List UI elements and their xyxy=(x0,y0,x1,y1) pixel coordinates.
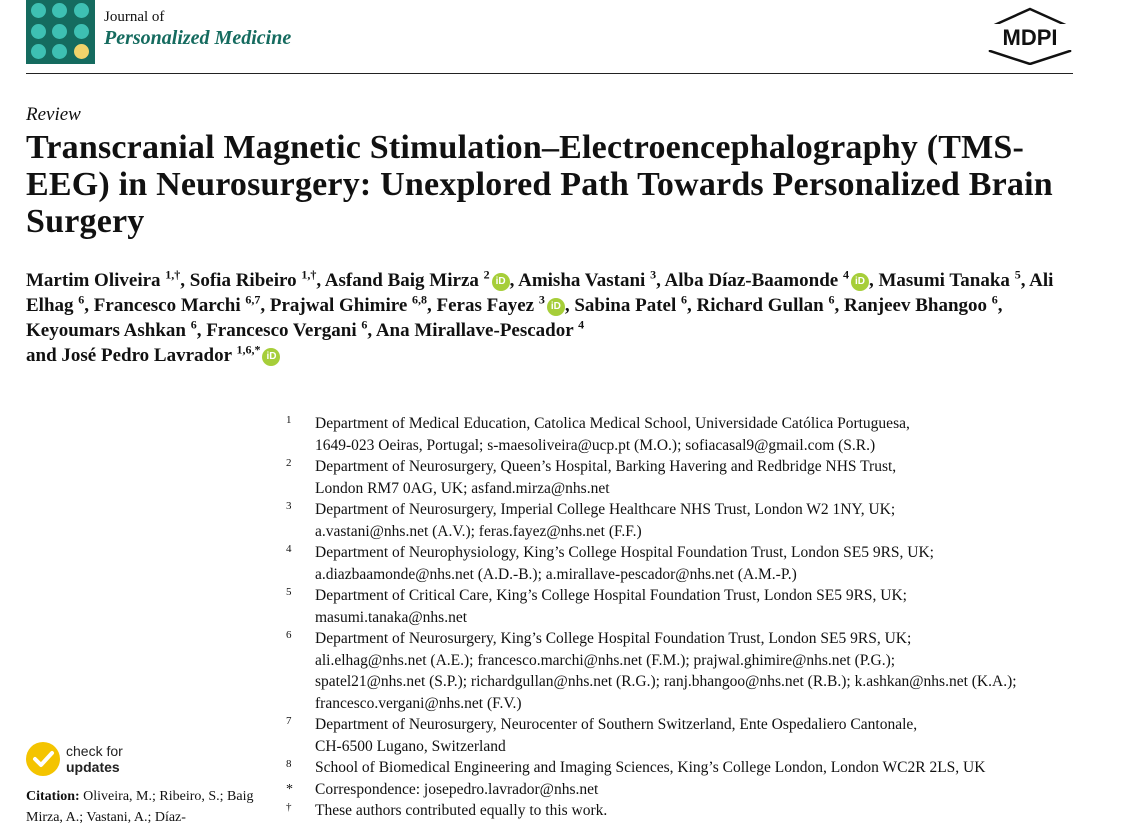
affiliation-number: 4 xyxy=(286,543,292,555)
affiliation-line: CH-6500 Lugano, Switzerland xyxy=(315,737,506,755)
check-for-updates-badge[interactable] xyxy=(26,742,146,778)
mdpi-logo[interactable] xyxy=(986,7,1074,65)
affiliation-line: a.diazbaamonde@nhs.net (A.D.-B.); a.mirallave-pescador@nhs.net (A.M.-P.) xyxy=(315,565,797,583)
logo-dot xyxy=(31,24,46,39)
affiliation-entry xyxy=(286,757,1086,779)
citation-label: Citation: xyxy=(26,789,80,804)
affiliation-number: 3 xyxy=(286,500,292,512)
author-affiliation-marker: 6 xyxy=(680,292,687,307)
journal-name-line2: Personalized Medicine xyxy=(104,27,292,49)
author-affiliation-marker: 6 xyxy=(78,292,85,307)
affiliation-number: 8 xyxy=(286,758,292,770)
author-name[interactable]: José Pedro Lavrador xyxy=(61,345,237,366)
affiliation-entry xyxy=(286,800,1086,822)
logo-dot xyxy=(74,44,89,59)
logo-dot xyxy=(52,24,67,39)
author-name[interactable]: Francesco Marchi xyxy=(93,295,246,316)
author-affiliation-marker: 6,7 xyxy=(245,292,261,307)
author-name[interactable]: Alba Díaz-Baamonde xyxy=(664,270,843,291)
affiliation-number: 2 xyxy=(286,457,292,469)
journal-name-line1: Journal of xyxy=(104,9,165,25)
author-affiliation-marker: 6 xyxy=(190,317,197,332)
article-title: Transcranial Magnetic Stimulation–Electroencephalography (TMS-EEG) in Neurosurgery: Unexplored Path Towards Personalized Brain Surgery xyxy=(26,129,1053,240)
author-affiliation-marker: 1,† xyxy=(301,267,317,282)
author-name[interactable]: Sabina Patel xyxy=(574,295,681,316)
affiliation-number: † xyxy=(286,801,292,813)
author-affiliation-marker: 4 xyxy=(842,267,849,282)
author-name[interactable]: Prajwal Ghimire xyxy=(269,295,413,316)
author-name[interactable]: Asfand Baig Mirza xyxy=(324,270,484,291)
author-affiliation-marker: 3 xyxy=(650,267,657,282)
journal-logo[interactable] xyxy=(26,0,95,64)
logo-dot xyxy=(74,3,89,18)
affiliation-line: Department of Neurosurgery, Imperial College Healthcare NHS Trust, London W2 1NY, UK; xyxy=(315,501,896,518)
affiliation-line: School of Biomedical Engineering and Imaging Sciences, King’s College London, London WC2R 2LS, UK xyxy=(315,759,986,776)
author-affiliation-marker: 6 xyxy=(361,317,368,332)
affiliation-line: Department of Critical Care, King’s College Hospital Foundation Trust, London SE5 9RS, UK; xyxy=(315,587,907,604)
journal-header xyxy=(26,0,1073,74)
affiliation-entry xyxy=(286,628,1086,714)
affiliation-line: Department of Medical Education, Catolica Medical School, Universidade Católica Portuguesa, xyxy=(315,415,910,432)
affiliation-entry xyxy=(286,456,1086,499)
affiliation-entry xyxy=(286,585,1086,628)
author-name[interactable]: Amisha Vastani xyxy=(518,270,651,291)
author-name[interactable]: Keyoumars Ashkan xyxy=(26,320,191,341)
affiliation-line: Department of Neurosurgery, Neurocenter of Southern Switzerland, Ente Ospedaliero Cantonale, xyxy=(315,716,918,733)
author-affiliation-marker: 1,6,* xyxy=(236,342,261,357)
affiliation-line: ali.elhag@nhs.net (A.E.); francesco.marchi@nhs.net (F.M.); prajwal.ghimire@nhs.net (P.G.); xyxy=(315,651,896,669)
author-name[interactable]: Ranjeev Bhangoo xyxy=(843,295,992,316)
affiliation-entry xyxy=(286,714,1086,757)
logo-dot xyxy=(31,44,46,59)
citation-text: Oliveira, M.; Ribeiro, S.; Baig Mirza, A.; Vastani, A.; Díaz- xyxy=(26,789,254,825)
affiliation-number: 6 xyxy=(286,629,292,641)
author-affiliation-marker: 5 xyxy=(1014,267,1021,282)
author-name[interactable]: Feras Fayez xyxy=(436,295,539,316)
affiliation-entry xyxy=(286,542,1086,585)
author-affiliation-marker: 1,† xyxy=(165,267,181,282)
affiliation-line: Department of Neurosurgery, Queen’s Hospital, Barking Havering and Redbridge NHS Trust, xyxy=(315,458,897,475)
affiliation-entry xyxy=(286,413,1086,456)
affiliation-line: a.vastani@nhs.net (A.V.); feras.fayez@nhs.net (F.F.) xyxy=(315,522,642,540)
logo-dot xyxy=(31,3,46,18)
author-affiliation-marker: 4 xyxy=(578,317,585,332)
author-affiliation-marker: 6,8 xyxy=(412,292,428,307)
check-for-label: check for xyxy=(66,743,123,759)
affiliation-entry xyxy=(286,499,1086,542)
logo-dot xyxy=(52,3,67,18)
author-affiliation-marker: 6 xyxy=(991,292,998,307)
affiliation-number: 7 xyxy=(286,715,292,727)
author-name[interactable]: Sofia Ribeiro xyxy=(189,270,302,291)
check-icon xyxy=(26,742,60,776)
affiliation-entry xyxy=(286,779,1086,801)
affiliation-line: Correspondence: josepedro.lavrador@nhs.net xyxy=(315,780,599,798)
affiliation-line: masumi.tanaka@nhs.net xyxy=(315,608,468,626)
author-affiliation-marker: 6 xyxy=(828,292,835,307)
affiliations xyxy=(286,413,1086,822)
mdpi-logo-text: MDPI xyxy=(1002,25,1058,50)
affiliation-number: 1 xyxy=(286,414,292,426)
author-name[interactable]: Martim Oliveira xyxy=(26,270,166,291)
orcid-icon[interactable]: iD xyxy=(547,298,565,316)
citation-block xyxy=(26,786,271,828)
author-name[interactable]: Masumi Tanaka xyxy=(878,270,1015,291)
author-name[interactable]: Richard Gullan xyxy=(696,295,829,316)
and-word: and xyxy=(26,345,62,366)
orcid-icon[interactable]: iD xyxy=(851,273,869,291)
orcid-icon[interactable]: iD xyxy=(492,273,510,291)
affiliation-line: These authors contributed equally to this work. xyxy=(315,802,608,819)
affiliation-line: 1649-023 Oeiras, Portugal; s-maesoliveira@ucp.pt (M.O.); sofiacasal9@gmail.com (S.R.) xyxy=(315,436,876,454)
orcid-icon[interactable]: iD xyxy=(262,348,280,366)
logo-dot xyxy=(74,24,89,39)
author-list: Martim Oliveira $^{1,\dagger}$, Sofia Ribeiro $^{1,\dagger}$, Asfand Baig Mirza $^2$ iD , Amisha Vastani $^3$, Alba Díaz-Baamonde $^4$ iD , Masumi Tanaka $^5$, Ali Elhag $^6$, Francesco Marchi $^{6,7}$, Prajwal Ghimire $^{6,8}$, Feras Fayez $^3$ iD , Sabina Patel $^6$, Richard Gullan $^6$, Ranjeev Bhangoo $^6$, Keyoumars Ashkan $^6$, Francesco Vergani $^6$, Ana Mirallave-Pescador $^4$ and José Pedro Lavrador $^{1,6,*}$ iD xyxy=(26,267,1054,366)
affiliation-number: * xyxy=(286,781,293,797)
author-name[interactable]: Francesco Vergani xyxy=(206,320,362,341)
affiliation-line: London RM7 0AG, UK; asfand.mirza@nhs.net xyxy=(315,479,610,497)
affiliation-line: spatel21@nhs.net (S.P.); richardgullan@nhs.net (R.G.); ranj.bhangoo@nhs.net (R.B.); k.ashkan@nhs.net (K.A.); xyxy=(315,673,1017,690)
author-affiliation-marker: 3 xyxy=(538,292,545,307)
affiliation-line: Department of Neurophysiology, King’s College Hospital Foundation Trust, London SE5 9RS, UK; xyxy=(315,544,934,561)
author-affiliation-marker: 2 xyxy=(483,267,490,282)
affiliation-line: Department of Neurosurgery, King’s College Hospital Foundation Trust, London SE5 9RS, UK; xyxy=(315,630,912,647)
author-name[interactable]: Ali Elhag xyxy=(26,270,1054,316)
author-name[interactable]: Ana Mirallave-Pescador xyxy=(375,320,579,341)
updates-label: updates xyxy=(66,759,120,775)
article-type: Review xyxy=(26,104,81,125)
logo-dot xyxy=(52,44,67,59)
affiliation-line: francesco.vergani@nhs.net (F.V.) xyxy=(315,694,522,712)
affiliation-number: 5 xyxy=(286,586,292,598)
